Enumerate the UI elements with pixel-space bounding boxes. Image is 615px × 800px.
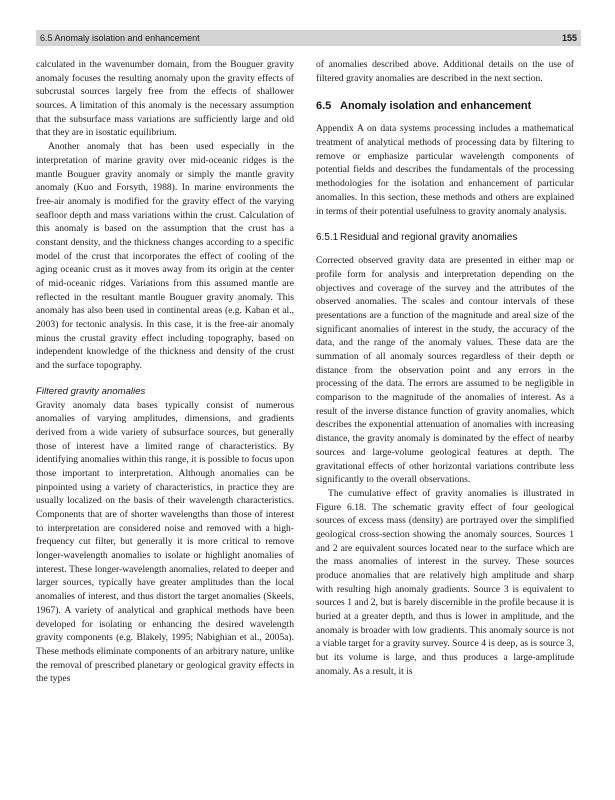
section-number: 6.5 xyxy=(316,100,332,113)
left-column xyxy=(36,58,294,686)
paragraph: calculated in the wavenumber domain, from the Bouguer gravity anomaly focuses the resulting anomaly upon the gravity effects of subcrustal sources largely free from the effects of shallower sources. A limitation of this anomaly is the necessary assumption that the subsurface mass variations are sufficiently large and old that they are in isostatic equilibrium. xyxy=(36,59,294,139)
subsection-number: 6.5.1 xyxy=(316,232,339,244)
running-header-section: 6.5 Anomaly isolation and enhancement xyxy=(40,33,200,43)
paragraph: Corrected observed gravity data are presented in either map or profile form for analysis and interpretation depending on the objectives and coverage of the survey and the attributes of the observed anomalies. The scales and contour intervals of these presentations are a function of the magnitude and areal size of the significant anomalies of interest in the study, the accuracy of the data, and the range of the anomaly values. These data are the summation of all anomaly sources regardless of their depth or distance from the observation point and any errors in the processing of the data. The errors are assumed to be negligible in comparison to the magnitude of the anomalies of interest. As a result of the inverse distance function of gravity anomalies, which describes the exponential attenuation of anomalies with increasing distance, the gravity anomaly is dominated by the effect of nearby sources and large-volume geological features at depth. The gravitational effects of other horizontal variations contribute less significantly to the overall observations. xyxy=(316,255,574,486)
paragraph: The cumulative effect of gravity anomalies is illustrated in Figure 6.18. The schematic gravity effect of four geological sources of excess mass (density) are portrayed over the simplified geological cross-section showing the anomaly sources. Sources 1 and 2 are equivalent sources located near to the surface which are the mass anomalies of interest in the survey. These sources produce anomalies that are relatively high amplitude and sharp with resulting high anomaly gradients. Source 3 is equivalent to sources 1 and 2, but is barely discernible in the profile because it is buried at a greater depth, and thus is lower in amplitude, and the anomaly is broader with low gradients. This anomaly source is not a viable target for a gravity survey. Source 4 is deep, as is source 3, but its volume is large, and thus produces a large-amplitude anomaly. As a result, it is xyxy=(316,487,574,677)
section-title: Anomaly isolation and enhancement xyxy=(340,100,532,113)
right-column xyxy=(316,58,574,679)
subsection-heading xyxy=(316,231,574,245)
subsection-title: Residual and regional gravity anomalies xyxy=(340,232,518,244)
subheading-filtered-gravity-anomalies: Filtered gravity anomalies xyxy=(36,385,146,397)
paragraph: Gravity anomaly data bases typically consist of numerous anomalies of varying amplitudes, dimensions, and gradients derived from a wide variety of subsurface sources, but generally those of interest have a limited range of characteristics. By identifying anomalies within this range, it is possible to focus upon those important to interpretation. Although anomalies can be pinpointed using a variety of characteristics, in practice they are usually localized on the basis of their wavelength characteristics. Components that are of shorter wavelengths than those of interest to interpretation are considered noise and removed with a high-frequency cut filter, but generally it is more critical to remove longer-wavelength anomalies to isolate or highlight anomalies of interest. These longer-wavelength anomalies, related to deeper and larger sources, typically have greater amplitudes than the local anomalies of interest, and thus distort the target anomalies (Skeels, 1967). A variety of analytical and graphical methods have been developed for isolating or enhancing the desired wavelength gravity components (e.g. Blakely, 1995; Nabighian et al., 2005a). These methods eliminate components of an arbitrary nature, unlike the removal of prescribed planetary or geological gravity effects in the types xyxy=(36,399,294,685)
running-header xyxy=(36,30,581,46)
paragraph: of anomalies described above. Additional details on the use of filtered gravity anomalies are described in the next section. xyxy=(316,59,574,84)
section-heading xyxy=(316,99,574,113)
paragraph: Another anomaly that has been used especially in the interpretation of marine gravity over mid-oceanic ridges is the mantle Bouguer gravity anomaly or simply the mantle gravity anomaly (Kuo and Forsyth, 1988). In marine environments the free-air anomaly is modified for the gravity effect of the varying seafloor depth and mass variations within the crust. Calculation of this anomaly is based on the assumption that the crust has a constant density, and the thickness changes according to a specific model of the crust that incorporates the effect of cooling of the aging oceanic crust as it moves away from its origin at the center of mid-oceanic ridges. Variations from this assumed mantle are reflected in the resultant mantle Bouguer gravity anomaly. This anomaly has also been used in continental areas (e.g. Kaban et al., 2003) for tectonic analysis. In this case, it is the free-air anomaly minus the crustal gravity effect including topography, based on independent knowledge of the thickness and density of the crust and the surface topography. xyxy=(36,141,294,372)
paragraph: Appendix A on data systems processing includes a mathematical treatment of analytical methods of processing data by filtering to remove or emphasize particular wavelength components of potential fields and describes the fundamentals of the processing methodologies for the isolation and enhancement of particular anomalies. In this section, these methods and others are explained in terms of their potential usefulness to gravity anomaly analysis. xyxy=(316,123,574,217)
page-number: 155 xyxy=(561,33,577,43)
